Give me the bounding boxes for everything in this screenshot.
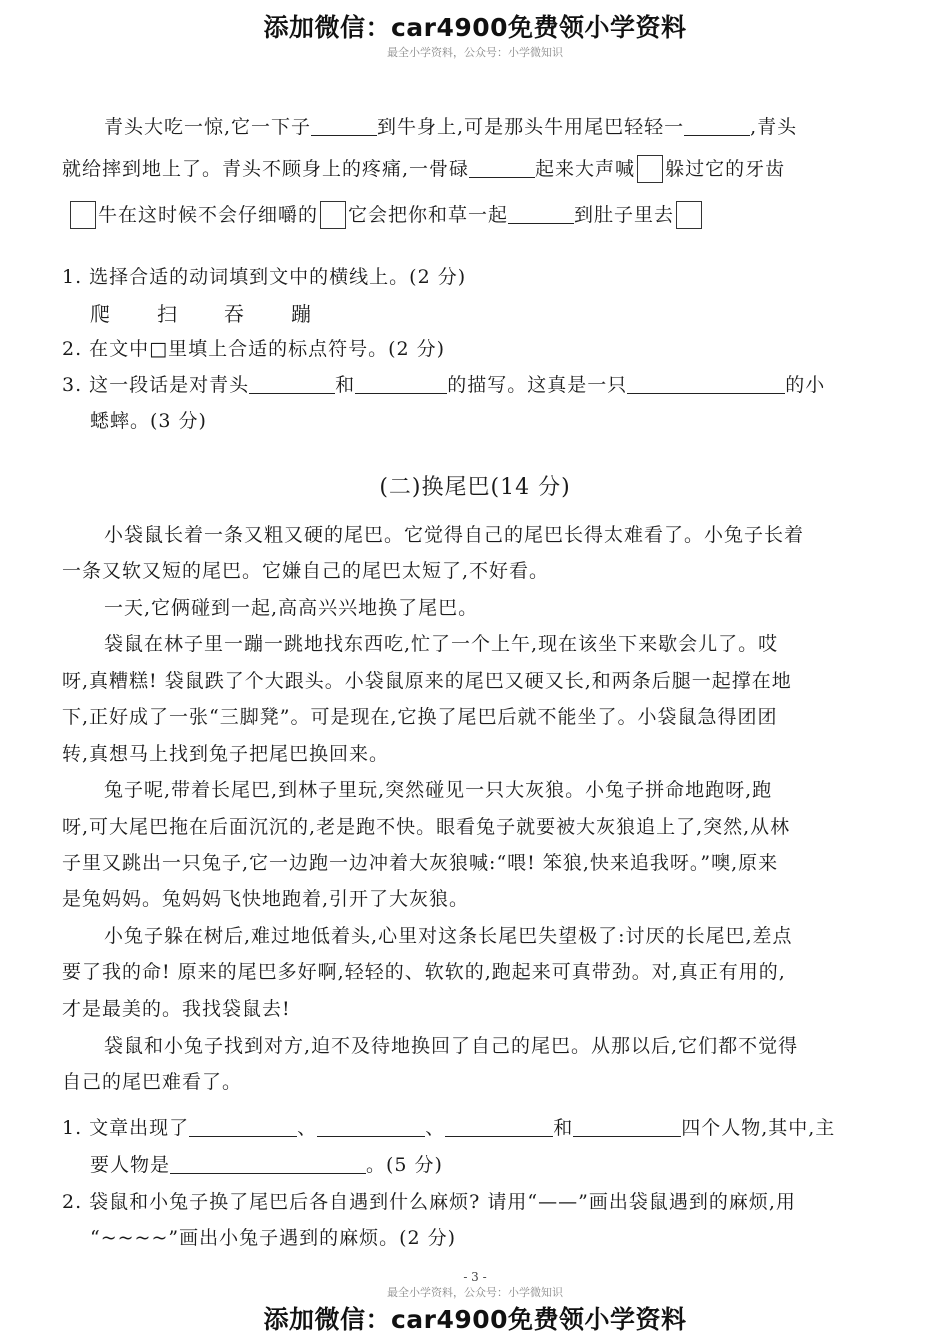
- answer-blank[interactable]: [355, 375, 447, 394]
- passage1-text: 它会把你和草一起: [348, 204, 509, 226]
- passage2-line: 是兔妈妈。兔妈妈飞快地跑着,引开了大灰狼。: [62, 888, 470, 910]
- question-1-3: [62, 370, 902, 397]
- answer-blank[interactable]: [189, 1118, 297, 1137]
- passage2-line: 兔子呢,带着长尾巴,到林子里玩,突然碰见一只大灰狼。小兔子拼命地跑呀,跑: [104, 779, 773, 801]
- question-text: 和: [335, 374, 356, 396]
- passage2-line: 小兔子躲在树后,难过地低着头,心里对这条长尾巴失望极了:讨厌的长尾巴,差点: [104, 925, 793, 947]
- passage2-line: 袋鼠和小兔子找到对方,迫不及待地换回了自己的尾巴。从那以后,它们都不觉得: [104, 1035, 799, 1057]
- question-1-1: 1. 选择合适的动词填到文中的横线上。(2 分): [62, 266, 467, 288]
- question-2-2: 2. 袋鼠和小兔子换了尾巴后各自遇到什么麻烦? 请用“——”画出袋鼠遇到的麻烦,用: [62, 1191, 796, 1213]
- section-title: (二)换尾巴(14 分): [379, 475, 571, 500]
- watermark-bottom: 添加微信：car4900免费领小学资料: [263, 1305, 687, 1334]
- passage2-line: 转,真想马上找到兔子把尾巴换回来。: [62, 743, 390, 765]
- answer-blank[interactable]: [445, 1118, 553, 1137]
- verb-option: 蹦: [291, 302, 312, 326]
- passage2-line: 才是最美的。我找袋鼠去!: [62, 998, 291, 1020]
- passage2-line: 一天,它俩碰到一起,高高兴兴地换了尾巴。: [104, 597, 479, 619]
- passage1-text: 牛在这时候不会仔细嚼的: [98, 204, 319, 226]
- passage1-text: 起来大声喊: [535, 158, 636, 180]
- answer-blank[interactable]: [508, 205, 574, 224]
- passage2-line: 呀,可大尾巴拖在后面沉沉的,老是跑不快。眼看兔子就要被大灰狼追上了,突然,从林: [62, 816, 791, 838]
- answer-blank[interactable]: [627, 375, 785, 394]
- question-text: 3. 这一段话是对青头: [62, 374, 250, 396]
- passage2-line: 小袋鼠长着一条又粗又硬的尾巴。它觉得自己的尾巴长得太难看了。小兔子长着: [104, 524, 805, 546]
- answer-blank[interactable]: [684, 117, 750, 136]
- answer-blank[interactable]: [249, 375, 335, 394]
- passage1-line-3: [68, 200, 908, 229]
- question-text: 、: [425, 1117, 446, 1139]
- passage1-text: ,青头: [750, 116, 798, 138]
- watermark-top: 添加微信：car4900免费领小学资料: [263, 13, 687, 42]
- question-text: 、: [297, 1117, 318, 1139]
- passage2-line: 下,正好成了一张“三脚凳”。可是现在,它换了尾巴后就不能坐了。小袋鼠急得团团: [62, 706, 778, 728]
- passage1-text: 青头大吃一惊,它一下子: [104, 116, 312, 138]
- punctuation-box[interactable]: [676, 201, 702, 229]
- question-text: 的小: [785, 374, 826, 396]
- passage1-text: 躲过它的牙齿: [665, 158, 786, 180]
- passage2-line: 呀,真糟糕! 袋鼠跌了个大跟头。小袋鼠原来的尾巴又硬又长,和两条后腿一起撑在地: [62, 670, 792, 692]
- question-1-3-cont: 蟋蟀。(3 分): [90, 410, 207, 432]
- verb-option: 扫: [157, 302, 178, 326]
- question-text: 的描写。这真是一只: [447, 374, 628, 396]
- answer-blank[interactable]: [573, 1118, 681, 1137]
- question-2-1-cont: [90, 1150, 930, 1177]
- question-text: 四个人物,其中,主: [681, 1117, 836, 1139]
- passage2-line: 要了我的命! 原来的尾巴多好啊,轻轻的、软软的,跑起来可真带劲。对,真正有用的,: [62, 961, 786, 983]
- question-text: 要人物是: [90, 1154, 171, 1176]
- verb-option: 吞: [224, 302, 245, 326]
- punctuation-box[interactable]: [70, 201, 96, 229]
- passage1-text: 就给摔到地上了。青头不顾身上的疼痛,一骨碌: [62, 158, 470, 180]
- passage1-text: 到肚子里去: [574, 204, 675, 226]
- passage1-line-2: [62, 154, 902, 183]
- answer-blank[interactable]: [469, 159, 535, 178]
- faint-footer: 最全小学资料，公众号：小学微知识: [387, 1286, 563, 1299]
- faint-header: 最全小学资料，公众号：小学微知识: [387, 46, 563, 59]
- passage2-line: 子里又跳出一只兔子,它一边跑一边冲着大灰狼喊:“喂! 笨狼,快来追我呀。”噢,原来: [62, 852, 779, 874]
- question-2-1: [62, 1113, 902, 1140]
- answer-blank[interactable]: [317, 1118, 425, 1137]
- passage2-line: 一条又软又短的尾巴。它嫌自己的尾巴太短了,不好看。: [62, 560, 550, 582]
- page-number: - 3 -: [463, 1270, 487, 1284]
- punctuation-box[interactable]: [637, 155, 663, 183]
- passage2-line: 自己的尾巴难看了。: [62, 1071, 243, 1093]
- question-text: 1. 文章出现了: [62, 1117, 190, 1139]
- question-2-2-cont: “~~~~”画出小兔子遇到的麻烦。(2 分): [90, 1227, 457, 1249]
- verb-options: [90, 298, 930, 327]
- question-text: 和: [553, 1117, 574, 1139]
- answer-blank[interactable]: [311, 117, 377, 136]
- passage1-line-1: [62, 112, 902, 139]
- question-1-2: 2. 在文中□里填上合适的标点符号。(2 分): [62, 338, 446, 360]
- answer-blank[interactable]: [170, 1155, 366, 1174]
- passage1-text: 到牛身上,可是那头牛用尾巴轻轻一: [377, 116, 685, 138]
- question-text: 。(5 分): [366, 1154, 443, 1176]
- passage2-line: 袋鼠在林子里一蹦一跳地找东西吃,忙了一个上午,现在该坐下来歇会儿了。哎: [104, 633, 779, 655]
- punctuation-box[interactable]: [320, 201, 346, 229]
- verb-option: 爬: [90, 302, 111, 326]
